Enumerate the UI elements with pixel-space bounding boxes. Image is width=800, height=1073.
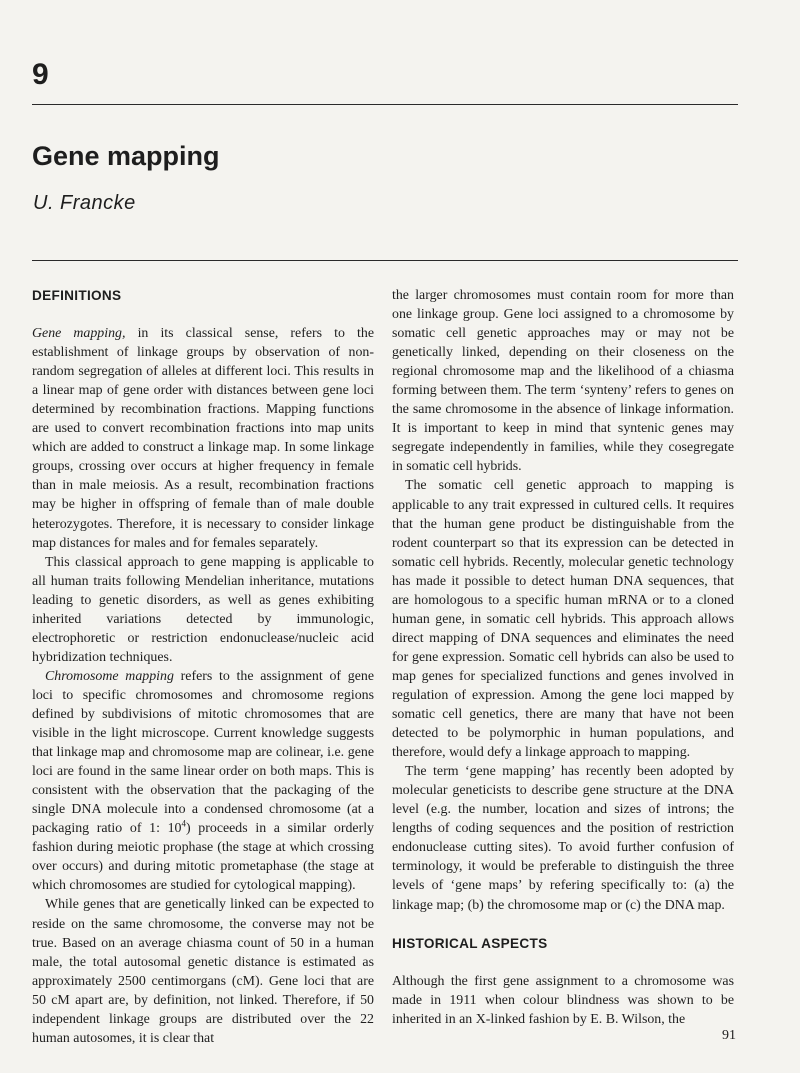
section-heading-historical: HISTORICAL ASPECTS [392, 935, 548, 951]
paragraph-classical-approach: This classical approach to gene mapping is applicable to all human traits following Mendelian inheritance, mutations leading to genetic disorders, as well as genes exhibiting inherited variations detected by immunologic, electrophoretic or restriction endonuclease/nucleic acid hybridization techniques. [32, 554, 374, 665]
paragraph-terminology: The term ‘gene mapping’ has recently been adopted by molecular geneticists to describe gene structure at the DNA level (e.g. the number, location and sizes of introns; the lengths of coding sequences and the position of restriction endonuclease cutting sites). To avoid further confusion of terminology, it would be preferable to distinguish the three levels of ‘gene maps’ by refering specifically to: (a) the linkage map; (b) the chromosome map or (c) the DNA map. [392, 764, 734, 913]
section-heading-definitions: DEFINITIONS [32, 288, 122, 303]
paragraph-text: refers to the assignment of gene loci to specific chromosomes and chromosome regions defined by subdivisions of mitotic chromosomes that are visible in the light microscope. Current knowledge suggests that linkage map and chromosome map are colinear, i.e. gene loci are found in the same linear order on both maps. This is consistent with the observation that the packaging of the single DNA molecule into a condensed chromosome (at a packaging ratio of 1: 10 [32, 668, 374, 837]
paragraph-linkage-groups: the larger chromosomes must contain room for more than one linkage group. Gene loci assigned to a chromosome by somatic cell genetic approaches may or may not be genetically linked, depending on their closeness on the regional chromosome map and the likelihood of a chiasma forming between them. The term ‘synteny’ refers to genes on the same chromosome in the absence of linkage information. It is important to keep in mind that syntenic genes may segregate independently in families, while they cosegregate in somatic cell hybrids. [392, 288, 734, 475]
paragraph-text: in its classical sense, refers to the establishment of linkage groups by observation of non-random segregation of alleles at different loci. This results in a linear map of gene order with distances between gene loci determined by recombination fractions. Mapping functions are used to convert recombination fractions into map units which are added to construct a linkage map. In some linkage groups, crossing over occurs at higher frequency in female than in male meiosis. As a result, recombination fractions may be higher in offspring of female than of male double heterozygotes. Therefore, it is necessary to consider linkage map distances for males and for females separately. [32, 326, 374, 551]
term-gene-mapping: Gene mapping, [32, 326, 126, 342]
paragraph-linked-genes: While genes that are genetically linked can be expected to reside on the same chromosome, the converse may not be true. Based on an average chiasma count of 50 in a human male, the total autosomal genetic distance is estimated as approximately 2500 centimorgans (cM). Gene loci that are 50 cM apart are, by definition, not linked. Therefore, if 50 independent linkage groups are distributed over the 22 human autosomes, it is clear that [32, 897, 374, 1046]
paragraph-gene-mapping [32, 324, 374, 553]
page-number: 91 [722, 1028, 736, 1043]
paragraph-somatic-cell: The somatic cell genetic approach to mapping is applicable to any trait expressed in cultured cells. It requires that the human gene product be distinguishable from the rodent counterpart so that its expression can be detected in somatic cell hybrids. Recently, molecular genetic technology has made it possible to detect human DNA sequences, that are homologous to a specific human mRNA or to a cloned human gene, in somatic cell hybrids. This approach allows direct mapping of DNA sequences and eliminates the need for gene expression. Somatic cell hybrids can also be used to map genes for specialized functions and genes involved in regulation of expression. Among the gene loci mapped by somatic cell genetics, there are many that have not been detected to be polymorphic in human populations, and therefore, would defy a linkage approach to mapping. [392, 478, 734, 761]
superscript: 4 [181, 818, 186, 829]
paragraph-chromosome-mapping [32, 667, 374, 896]
chapter-author: U. Francke [33, 192, 136, 214]
left-column [32, 286, 374, 1048]
paragraph-history: Although the first gene assignment to a chromosome was made in 1911 when colour blindness was shown to be inherited in an X-linked fashion by E. B. Wilson, the [392, 973, 734, 1027]
paragraph-text: ) proceeds in a similar orderly fashion during meiotic prophase (the stage at which crossing over occurs) and during mitotic prometaphase (the stage at which chromosomes are studied for cytological mapping). [32, 821, 375, 894]
top-rule [32, 104, 738, 105]
right-column [392, 286, 734, 1029]
term-chromosome-mapping: Chromosome mapping [45, 668, 174, 684]
chapter-title: Gene mapping [32, 141, 220, 171]
chapter-number: 9 [32, 58, 49, 91]
header-rule [32, 260, 738, 261]
